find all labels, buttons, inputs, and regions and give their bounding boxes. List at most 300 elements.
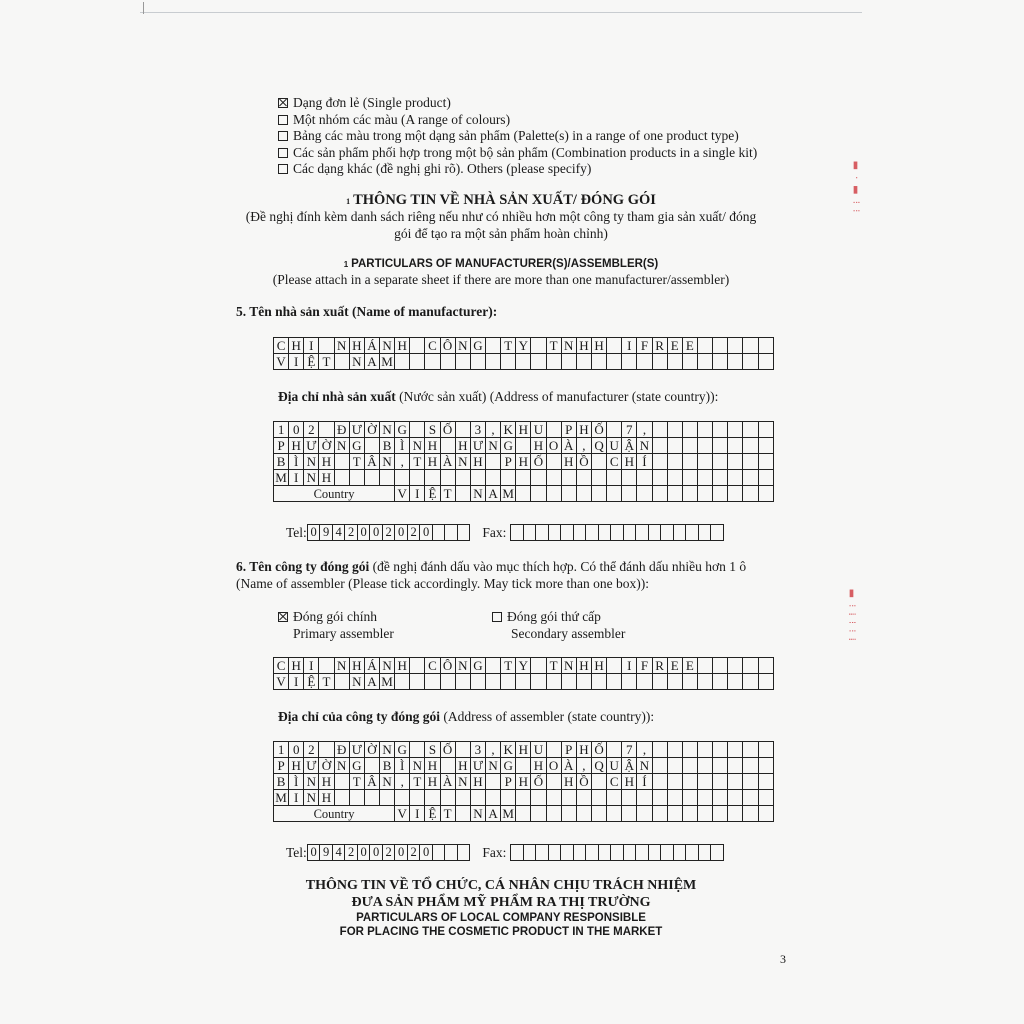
grid-cell[interactable] bbox=[743, 658, 758, 674]
grid-cell[interactable] bbox=[682, 422, 697, 438]
grid-cell[interactable]: O bbox=[546, 438, 561, 454]
grid-cell[interactable]: N bbox=[410, 438, 425, 454]
grid-cell[interactable]: Í bbox=[637, 454, 652, 470]
grid-cell[interactable] bbox=[410, 742, 425, 758]
grid-cell[interactable]: Í bbox=[637, 774, 652, 790]
grid-cell[interactable] bbox=[561, 674, 576, 690]
grid-cell[interactable]: T bbox=[410, 454, 425, 470]
grid-cell[interactable] bbox=[364, 470, 379, 486]
grid-cell[interactable] bbox=[561, 354, 576, 370]
grid-cell[interactable] bbox=[637, 790, 652, 806]
grid-cell[interactable]: M bbox=[275, 469, 287, 485]
grid-cell[interactable]: C bbox=[607, 454, 622, 470]
country-cell[interactable] bbox=[607, 486, 622, 502]
grid-cell[interactable]: Ì bbox=[395, 758, 410, 774]
grid-cell[interactable]: N bbox=[637, 758, 652, 774]
grid-cell[interactable]: H bbox=[516, 742, 531, 758]
grid-cell[interactable]: H bbox=[470, 774, 485, 790]
grid-cell[interactable]: I bbox=[622, 338, 637, 354]
digit-box[interactable] bbox=[623, 845, 636, 861]
country-cell[interactable] bbox=[576, 806, 591, 822]
grid-cell[interactable]: Ư bbox=[304, 758, 319, 774]
grid-cell[interactable]: À bbox=[561, 438, 576, 454]
grid-cell[interactable] bbox=[455, 422, 470, 438]
grid-cell[interactable]: P bbox=[501, 454, 516, 470]
grid-cell[interactable] bbox=[607, 674, 622, 690]
grid-cell[interactable] bbox=[455, 742, 470, 758]
grid-cell[interactable]: H bbox=[319, 774, 334, 790]
grid-cell[interactable]: H bbox=[455, 758, 470, 774]
grid-cell[interactable] bbox=[334, 470, 349, 486]
product-type-option[interactable] bbox=[278, 145, 757, 161]
checkbox-icon[interactable] bbox=[278, 115, 288, 125]
grid-cell[interactable]: N bbox=[304, 790, 319, 806]
grid-cell[interactable] bbox=[485, 674, 500, 690]
grid-cell[interactable] bbox=[758, 338, 773, 354]
grid-cell[interactable]: N bbox=[637, 438, 652, 454]
grid-cell[interactable] bbox=[440, 758, 455, 774]
grid-cell[interactable] bbox=[425, 470, 440, 486]
grid-cell[interactable]: 7 bbox=[622, 422, 637, 438]
grid-cell[interactable] bbox=[697, 354, 712, 370]
grid-cell[interactable] bbox=[697, 454, 712, 470]
grid-cell[interactable]: N bbox=[455, 338, 470, 354]
grid-cell[interactable] bbox=[334, 674, 349, 690]
digit-box[interactable] bbox=[648, 845, 661, 861]
grid-cell[interactable] bbox=[682, 774, 697, 790]
country-cell[interactable] bbox=[743, 806, 758, 822]
grid-cell[interactable] bbox=[607, 422, 622, 438]
digit-box[interactable]: 0 bbox=[370, 845, 383, 861]
grid-cell[interactable]: P bbox=[501, 774, 516, 790]
grid-cell[interactable]: C bbox=[274, 658, 289, 674]
grid-cell[interactable] bbox=[697, 742, 712, 758]
grid-cell[interactable]: Ậ bbox=[622, 438, 637, 454]
grid-cell[interactable]: , bbox=[485, 422, 500, 438]
grid-cell[interactable]: P bbox=[561, 742, 576, 758]
grid-cell[interactable]: , bbox=[637, 742, 652, 758]
digit-box[interactable] bbox=[523, 845, 536, 861]
grid-cell[interactable] bbox=[682, 354, 697, 370]
digit-box[interactable] bbox=[523, 525, 536, 541]
grid-cell[interactable]: N bbox=[379, 658, 394, 674]
grid-cell[interactable] bbox=[334, 454, 349, 470]
grid-cell[interactable] bbox=[395, 354, 410, 370]
grid-cell[interactable]: F bbox=[637, 338, 652, 354]
grid-cell[interactable]: Ờ bbox=[319, 438, 334, 454]
digit-box[interactable] bbox=[611, 525, 624, 541]
grid-cell[interactable]: 3 bbox=[470, 422, 485, 438]
country-cell[interactable] bbox=[728, 806, 743, 822]
grid-cell[interactable] bbox=[697, 674, 712, 690]
grid-cell[interactable]: H bbox=[289, 658, 304, 674]
digit-box[interactable] bbox=[673, 845, 686, 861]
checkbox-icon[interactable] bbox=[278, 148, 288, 158]
product-type-option[interactable] bbox=[278, 112, 510, 128]
grid-cell[interactable] bbox=[334, 774, 349, 790]
grid-cell[interactable]: M bbox=[275, 789, 287, 805]
grid-cell[interactable] bbox=[758, 658, 773, 674]
grid-cell[interactable]: Q bbox=[591, 438, 606, 454]
grid-cell[interactable] bbox=[713, 658, 728, 674]
grid-cell[interactable] bbox=[667, 454, 682, 470]
grid-cell[interactable]: N bbox=[334, 758, 349, 774]
grid-cell[interactable] bbox=[531, 338, 546, 354]
digit-box[interactable] bbox=[686, 845, 699, 861]
grid-cell[interactable]: R bbox=[652, 658, 667, 674]
grid-cell[interactable]: , bbox=[395, 454, 410, 470]
grid-cell[interactable] bbox=[349, 790, 364, 806]
grid-cell[interactable]: N bbox=[349, 674, 364, 690]
country-cell[interactable] bbox=[531, 486, 546, 502]
grid-cell[interactable]: T bbox=[349, 454, 364, 470]
grid-cell[interactable] bbox=[410, 790, 425, 806]
grid-cell[interactable] bbox=[682, 438, 697, 454]
grid-cell[interactable] bbox=[697, 774, 712, 790]
grid-cell[interactable] bbox=[743, 454, 758, 470]
grid-cell[interactable] bbox=[470, 674, 485, 690]
grid-cell[interactable] bbox=[728, 674, 743, 690]
grid-cell[interactable] bbox=[440, 354, 455, 370]
digit-box[interactable] bbox=[561, 845, 574, 861]
country-cell[interactable]: I bbox=[410, 806, 425, 822]
grid-cell[interactable] bbox=[485, 774, 500, 790]
grid-cell[interactable] bbox=[546, 470, 561, 486]
digit-box[interactable] bbox=[711, 525, 724, 541]
grid-cell[interactable]: V bbox=[274, 674, 289, 690]
digit-box[interactable]: 0 bbox=[395, 845, 408, 861]
grid-cell[interactable]: H bbox=[289, 338, 304, 354]
grid-cell[interactable] bbox=[546, 790, 561, 806]
grid-cell[interactable] bbox=[531, 354, 546, 370]
grid-cell[interactable] bbox=[667, 774, 682, 790]
grid-cell[interactable] bbox=[470, 790, 485, 806]
grid-cell[interactable]: Q bbox=[591, 758, 606, 774]
digit-box[interactable]: 2 bbox=[407, 525, 420, 541]
grid-cell[interactable] bbox=[379, 470, 394, 486]
grid-cell[interactable]: N bbox=[485, 438, 500, 454]
country-cell[interactable] bbox=[667, 486, 682, 502]
grid-cell[interactable]: H bbox=[561, 454, 576, 470]
grid-cell[interactable]: Ư bbox=[304, 438, 319, 454]
grid-cell[interactable]: Á bbox=[364, 658, 379, 674]
grid-cell[interactable]: Ố bbox=[440, 742, 455, 758]
grid-cell[interactable] bbox=[637, 354, 652, 370]
grid-cell[interactable] bbox=[546, 422, 561, 438]
digit-box[interactable] bbox=[586, 525, 599, 541]
grid-cell[interactable]: H bbox=[289, 438, 304, 454]
country-cell[interactable]: V bbox=[395, 806, 410, 822]
grid-cell[interactable] bbox=[591, 454, 606, 470]
country-cell[interactable]: T bbox=[440, 806, 455, 822]
grid-cell[interactable] bbox=[440, 674, 455, 690]
fax-boxes[interactable] bbox=[510, 844, 724, 861]
grid-cell[interactable]: Đ bbox=[334, 742, 349, 758]
digit-box[interactable]: 9 bbox=[320, 525, 333, 541]
grid-cell[interactable] bbox=[516, 438, 531, 454]
grid-cell[interactable] bbox=[758, 674, 773, 690]
grid-cell[interactable]: Â bbox=[364, 454, 379, 470]
grid-cell[interactable] bbox=[591, 774, 606, 790]
grid-cell[interactable]: Ờ bbox=[364, 742, 379, 758]
digit-box[interactable] bbox=[648, 525, 661, 541]
grid-cell[interactable]: Â bbox=[364, 774, 379, 790]
grid-cell[interactable]: Ì bbox=[289, 454, 304, 470]
grid-cell[interactable] bbox=[319, 338, 334, 354]
digit-box[interactable]: 2 bbox=[345, 525, 358, 541]
country-cell[interactable] bbox=[455, 486, 470, 502]
grid-cell[interactable] bbox=[395, 674, 410, 690]
grid-cell[interactable]: N bbox=[304, 774, 319, 790]
grid-cell[interactable] bbox=[667, 470, 682, 486]
grid-cell[interactable] bbox=[637, 470, 652, 486]
digit-box[interactable] bbox=[711, 845, 724, 861]
grid-cell[interactable]: Ô bbox=[440, 338, 455, 354]
grid-cell[interactable]: Ố bbox=[591, 422, 606, 438]
grid-cell[interactable] bbox=[576, 470, 591, 486]
grid-cell[interactable] bbox=[455, 790, 470, 806]
grid-cell[interactable]: N bbox=[379, 422, 394, 438]
digit-box[interactable]: 4 bbox=[332, 525, 345, 541]
digit-box[interactable] bbox=[573, 845, 586, 861]
grid-cell[interactable] bbox=[546, 742, 561, 758]
grid-cell[interactable] bbox=[546, 674, 561, 690]
grid-cell[interactable] bbox=[440, 470, 455, 486]
grid-cell[interactable] bbox=[622, 674, 637, 690]
grid-cell[interactable] bbox=[713, 674, 728, 690]
grid-cell[interactable]: T bbox=[501, 338, 516, 354]
grid-cell[interactable] bbox=[728, 422, 743, 438]
checkbox-icon[interactable] bbox=[278, 164, 288, 174]
grid-cell[interactable]: Ố bbox=[440, 422, 455, 438]
grid-cell[interactable]: H bbox=[349, 338, 364, 354]
grid-cell[interactable]: N bbox=[410, 758, 425, 774]
grid-cell[interactable]: Ư bbox=[470, 758, 485, 774]
grid-cell[interactable] bbox=[425, 674, 440, 690]
country-cell[interactable] bbox=[516, 806, 531, 822]
grid-cell[interactable]: À bbox=[440, 454, 455, 470]
grid-cell[interactable]: H bbox=[576, 658, 591, 674]
grid-cell[interactable]: N bbox=[379, 454, 394, 470]
grid-cell[interactable]: N bbox=[455, 774, 470, 790]
grid-cell[interactable] bbox=[682, 758, 697, 774]
grid-cell[interactable] bbox=[758, 774, 773, 790]
grid-cell[interactable] bbox=[485, 338, 500, 354]
grid-cell[interactable] bbox=[501, 470, 516, 486]
digit-box[interactable]: 9 bbox=[320, 845, 333, 861]
grid-cell[interactable] bbox=[395, 470, 410, 486]
country-cell[interactable] bbox=[667, 806, 682, 822]
digit-box[interactable]: 0 bbox=[420, 525, 433, 541]
grid-cell[interactable]: H bbox=[576, 338, 591, 354]
digit-box[interactable]: 0 bbox=[395, 525, 408, 541]
grid-cell[interactable]: , bbox=[576, 438, 591, 454]
grid-cell[interactable] bbox=[652, 790, 667, 806]
grid-cell[interactable]: O bbox=[546, 758, 561, 774]
grid-cell[interactable]: Ệ bbox=[304, 674, 319, 690]
grid-cell[interactable] bbox=[652, 742, 667, 758]
grid-cell[interactable] bbox=[410, 338, 425, 354]
grid-cell[interactable] bbox=[667, 790, 682, 806]
grid-cell[interactable] bbox=[652, 674, 667, 690]
grid-cell[interactable]: I bbox=[304, 658, 319, 674]
grid-cell[interactable]: B bbox=[274, 454, 289, 470]
grid-cell[interactable] bbox=[713, 774, 728, 790]
grid-cell[interactable] bbox=[576, 354, 591, 370]
grid-cell[interactable] bbox=[531, 790, 546, 806]
grid-cell[interactable] bbox=[622, 790, 637, 806]
grid-cell[interactable]: 2 bbox=[304, 742, 319, 758]
grid-cell[interactable] bbox=[516, 790, 531, 806]
country-cell[interactable] bbox=[758, 486, 773, 502]
grid-cell[interactable] bbox=[410, 470, 425, 486]
grid-cell[interactable] bbox=[395, 790, 410, 806]
grid-cell[interactable] bbox=[713, 438, 728, 454]
grid-cell[interactable]: N bbox=[304, 470, 319, 486]
grid-cell[interactable]: , bbox=[485, 742, 500, 758]
grid-cell[interactable] bbox=[591, 674, 606, 690]
country-cell[interactable] bbox=[697, 806, 712, 822]
grid-cell[interactable] bbox=[455, 470, 470, 486]
digit-box[interactable] bbox=[673, 525, 686, 541]
country-cell[interactable]: A bbox=[485, 806, 500, 822]
grid-cell[interactable] bbox=[697, 422, 712, 438]
grid-cell[interactable]: M bbox=[381, 353, 393, 369]
grid-cell[interactable] bbox=[607, 338, 622, 354]
digit-box[interactable] bbox=[586, 845, 599, 861]
grid-cell[interactable] bbox=[637, 674, 652, 690]
grid-cell[interactable]: P bbox=[561, 422, 576, 438]
grid-cell[interactable]: T bbox=[546, 658, 561, 674]
grid-cell[interactable] bbox=[501, 790, 516, 806]
digit-box[interactable] bbox=[573, 525, 586, 541]
country-cell[interactable] bbox=[758, 806, 773, 822]
grid-cell[interactable] bbox=[319, 422, 334, 438]
grid-cell[interactable]: N bbox=[304, 454, 319, 470]
product-type-option[interactable] bbox=[278, 161, 591, 177]
grid-cell[interactable] bbox=[622, 470, 637, 486]
grid-cell[interactable] bbox=[743, 774, 758, 790]
grid-cell[interactable] bbox=[425, 354, 440, 370]
grid-cell[interactable] bbox=[697, 438, 712, 454]
country-cell[interactable] bbox=[652, 486, 667, 502]
digit-box[interactable] bbox=[661, 845, 674, 861]
grid-cell[interactable] bbox=[485, 470, 500, 486]
grid-cell[interactable] bbox=[607, 354, 622, 370]
grid-cell[interactable]: E bbox=[682, 338, 697, 354]
grid-cell[interactable]: Ờ bbox=[319, 758, 334, 774]
grid-cell[interactable]: Á bbox=[364, 338, 379, 354]
grid-cell[interactable]: H bbox=[319, 454, 334, 470]
grid-cell[interactable] bbox=[743, 438, 758, 454]
grid-cell[interactable] bbox=[682, 742, 697, 758]
grid-cell[interactable] bbox=[728, 338, 743, 354]
grid-cell[interactable]: I bbox=[289, 790, 304, 806]
grid-cell[interactable] bbox=[713, 758, 728, 774]
grid-cell[interactable] bbox=[501, 674, 516, 690]
grid-cell[interactable] bbox=[410, 354, 425, 370]
country-cell[interactable]: I bbox=[410, 486, 425, 502]
country-cell[interactable] bbox=[591, 486, 606, 502]
digit-box[interactable]: 2 bbox=[407, 845, 420, 861]
country-cell[interactable] bbox=[455, 806, 470, 822]
grid-cell[interactable]: C bbox=[425, 338, 440, 354]
grid-cell[interactable]: N bbox=[334, 438, 349, 454]
country-cell[interactable]: T bbox=[440, 486, 455, 502]
grid-cell[interactable]: H bbox=[516, 454, 531, 470]
grid-cell[interactable] bbox=[591, 354, 606, 370]
grid-cell[interactable]: G bbox=[395, 422, 410, 438]
grid-cell[interactable]: 1 bbox=[274, 422, 289, 438]
grid-cell[interactable]: H bbox=[425, 438, 440, 454]
grid-cell[interactable] bbox=[455, 674, 470, 690]
grid-cell[interactable] bbox=[652, 454, 667, 470]
grid-cell[interactable] bbox=[516, 674, 531, 690]
country-cell[interactable]: M bbox=[502, 485, 514, 501]
digit-box[interactable] bbox=[432, 525, 445, 541]
grid-cell[interactable] bbox=[667, 354, 682, 370]
grid-cell[interactable]: H bbox=[576, 422, 591, 438]
grid-cell[interactable] bbox=[334, 790, 349, 806]
country-cell[interactable] bbox=[637, 806, 652, 822]
checkbox-icon[interactable] bbox=[278, 131, 288, 141]
country-cell[interactable] bbox=[607, 806, 622, 822]
grid-cell[interactable]: , bbox=[395, 774, 410, 790]
grid-cell[interactable] bbox=[652, 758, 667, 774]
grid-cell[interactable]: Đ bbox=[334, 422, 349, 438]
country-cell[interactable] bbox=[622, 806, 637, 822]
grid-cell[interactable] bbox=[758, 470, 773, 486]
digit-box[interactable] bbox=[536, 845, 549, 861]
grid-cell[interactable] bbox=[743, 758, 758, 774]
grid-cell[interactable]: T bbox=[501, 658, 516, 674]
grid-cell[interactable] bbox=[713, 470, 728, 486]
grid-cell[interactable] bbox=[758, 422, 773, 438]
grid-cell[interactable]: T bbox=[546, 338, 561, 354]
grid-cell[interactable] bbox=[667, 438, 682, 454]
grid-cell[interactable]: Ờ bbox=[364, 422, 379, 438]
grid-cell[interactable]: H bbox=[622, 774, 637, 790]
grid-cell[interactable] bbox=[455, 354, 470, 370]
digit-box[interactable] bbox=[457, 525, 470, 541]
grid-cell[interactable]: H bbox=[561, 774, 576, 790]
country-cell[interactable]: V bbox=[395, 486, 410, 502]
grid-cell[interactable]: N bbox=[379, 338, 394, 354]
grid-cell[interactable]: I bbox=[622, 658, 637, 674]
grid-cell[interactable] bbox=[728, 658, 743, 674]
grid-cell[interactable]: A bbox=[364, 674, 379, 690]
grid-cell[interactable]: H bbox=[531, 758, 546, 774]
grid-cell[interactable] bbox=[758, 790, 773, 806]
grid-cell[interactable] bbox=[713, 742, 728, 758]
grid-cell[interactable]: I bbox=[304, 338, 319, 354]
country-cell[interactable] bbox=[637, 486, 652, 502]
grid-cell[interactable]: Ệ bbox=[304, 354, 319, 370]
country-cell[interactable] bbox=[546, 806, 561, 822]
grid-cell[interactable]: N bbox=[455, 658, 470, 674]
grid-cell[interactable]: H bbox=[425, 774, 440, 790]
grid-cell[interactable]: B bbox=[379, 758, 394, 774]
grid-cell[interactable] bbox=[622, 354, 637, 370]
product-type-option[interactable] bbox=[278, 95, 451, 111]
grid-cell[interactable]: I bbox=[289, 674, 304, 690]
grid-cell[interactable]: Y bbox=[516, 338, 531, 354]
grid-cell[interactable]: H bbox=[576, 742, 591, 758]
grid-cell[interactable]: U bbox=[607, 438, 622, 454]
country-cell[interactable]: Ệ bbox=[425, 486, 440, 502]
grid-cell[interactable]: N bbox=[334, 338, 349, 354]
grid-cell[interactable]: , bbox=[637, 422, 652, 438]
